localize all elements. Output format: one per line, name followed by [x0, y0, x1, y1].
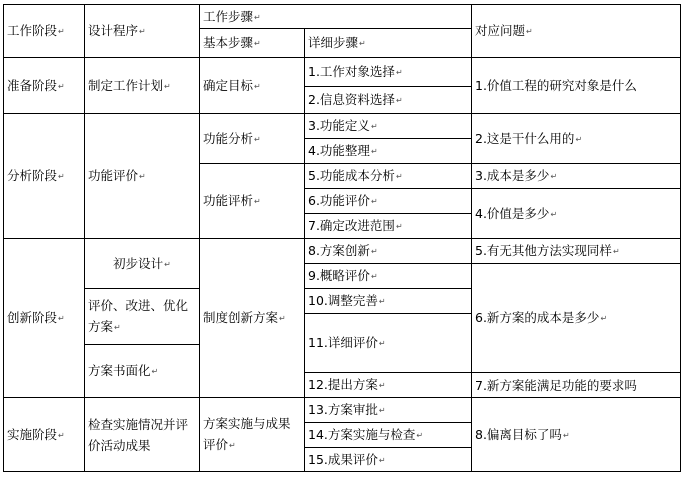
header-question: 对应问题↵	[472, 5, 681, 58]
detail-step-5: 5.功能成本分析↵	[305, 164, 472, 189]
procedure-preliminary-design: 初步设计↵	[85, 239, 200, 289]
detail-step-9: 9.概略评价↵	[305, 264, 472, 289]
stage-prep: 准备阶段↵	[4, 58, 85, 114]
stage-innovation: 创新阶段↵	[4, 239, 85, 398]
header-procedure: 设计程序↵	[85, 5, 200, 58]
detail-step-7: 7.确定改进范围↵	[305, 214, 472, 239]
detail-step-11: 11.详细评价↵	[305, 314, 472, 373]
question-7: 7.新方案能满足功能的要求吗	[472, 373, 681, 398]
detail-step-12: 12.提出方案↵	[305, 373, 472, 398]
procedure-written-plan: 方案书面化↵	[85, 345, 200, 398]
basic-implementation: 方案实施与成果评价↵	[200, 398, 305, 472]
procedure-analysis: 功能评价↵	[85, 114, 200, 239]
header-basic-steps: 基本步骤↵	[200, 29, 305, 58]
basic-function-analysis: 功能分析↵	[200, 114, 305, 164]
detail-step-8: 8.方案创新↵	[305, 239, 472, 264]
question-6: 6.新方案的成本是多少↵	[472, 264, 681, 373]
procedure-prep: 制定工作计划↵	[85, 58, 200, 114]
header-detail-steps: 详细步骤↵	[305, 29, 472, 58]
value-engineering-table	[3, 4, 681, 472]
stage-analysis: 分析阶段↵	[4, 114, 85, 239]
detail-step-14: 14.方案实施与检查↵	[305, 423, 472, 448]
basic-prep: 确定目标↵	[200, 58, 305, 114]
detail-step-2: 2.信息资料选择↵	[305, 87, 472, 114]
detail-step-4: 4.功能整理↵	[305, 139, 472, 164]
question-5: 5.有无其他方法实现同样↵	[472, 239, 681, 264]
question-1: 1.价值工程的研究对象是什么	[472, 58, 681, 114]
question-4: 4.价值是多少↵	[472, 189, 681, 239]
header-steps: 工作步骤↵	[200, 5, 472, 29]
basic-function-evaluation: 功能评析↵	[200, 164, 305, 239]
basic-innovation: 制度创新方案↵	[200, 239, 305, 398]
detail-step-13: 13.方案审批↵	[305, 398, 472, 423]
procedure-implementation: 检查实施情况并评价活动成果	[85, 398, 200, 472]
detail-step-3: 3.功能定义↵	[305, 114, 472, 139]
detail-step-10: 10.调整完善↵	[305, 289, 472, 314]
detail-step-15: 15.成果评价↵	[305, 448, 472, 472]
stage-implementation: 实施阶段↵	[4, 398, 85, 472]
detail-step-1: 1.工作对象选择↵	[305, 58, 472, 87]
question-2: 2.这是干什么用的↵	[472, 114, 681, 164]
header-stage: 工作阶段↵	[4, 5, 85, 58]
question-8: 8.偏离目标了吗↵	[472, 398, 681, 472]
procedure-evaluate-improve: 评价、改进、优化方案↵	[85, 289, 200, 345]
question-3: 3.成本是多少↵	[472, 164, 681, 189]
detail-step-6: 6.功能评价↵	[305, 189, 472, 214]
